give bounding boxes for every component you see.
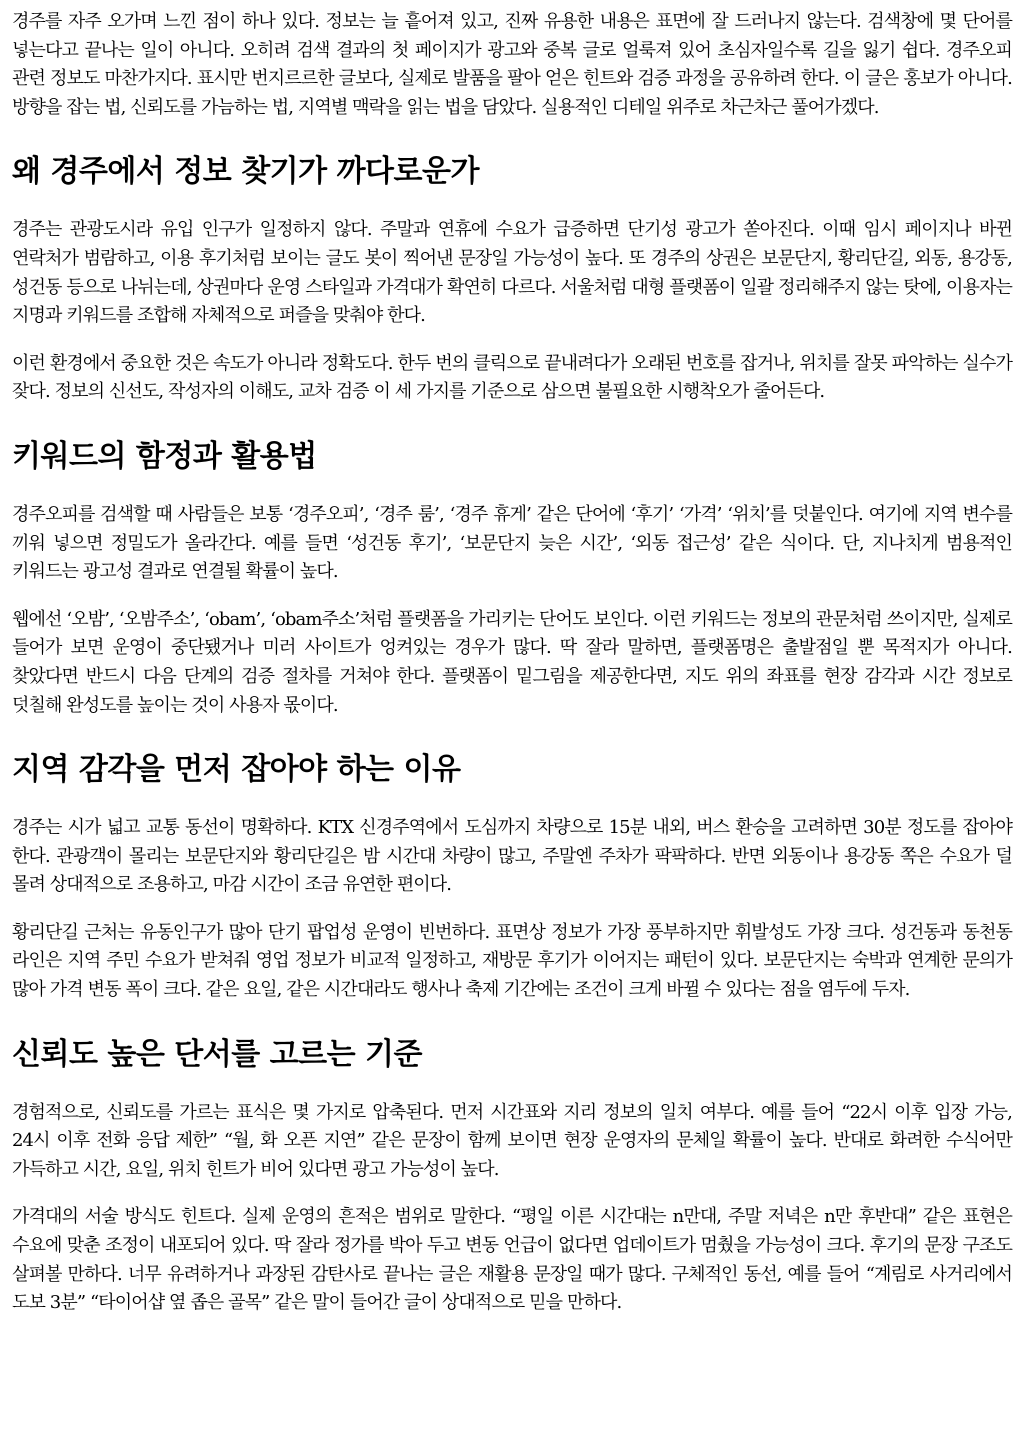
paragraph: 경주오피를 검색할 때 사람들은 보통 ‘경주오피’, ‘경주 룸’, ‘경주 휴게’ 같은 단어에 ‘후기’ ‘가격’ ‘위치’를 덧붙인다. 여기에 지역 변수를 끼워 넣으면 정밀도가 올라간다. 예를 들면 ‘성건동 후기’, ‘보문단지 늦은 시간’, ‘외동 접근성’ 같은 식이다. 단, 지나치게 범용적인 키워드는 광고성 결과로 연결될 확률이 높다. [12,503,1012,583]
paragraph: 경험적으로, 신뢰도를 가르는 표식은 몇 가지로 압축된다. 먼저 시간표와 지리 정보의 일치 여부다. 예를 들어 “22시 이후 입장 가능, 24시 이후 전화 응답 제한” “월, 화 오픈 지연” 같은 문장이 함께 보이면 현장 운영자의 문체일 확률이 높다. 반대로 화려한 수식어만 가득하고 시간, 요일, 위치 힌트가 비어 있다면 광고 가능성이 높다. [12,1101,1012,1180]
section-heading-difficulty: 왜 경주에서 정보 찾기가 까다로운가 [12,154,479,190]
paragraph: 이런 환경에서 중요한 것은 속도가 아니라 정확도다. 한두 번의 클릭으로 끝내려다가 오래된 번호를 잡거나, 위치를 잘못 파악하는 실수가 잦다. 정보의 신선도, 작성자의 이해도, 교차 검증 이 세 가지를 기준으로 삼으면 불필요한 시행착오가 줄어든다. [12,352,1012,403]
intro-paragraph: 경주를 자주 오가며 느낀 점이 하나 있다. 정보는 늘 흩어져 있고, 진짜 유용한 내용은 표면에 잘 드러나지 않는다. 검색창에 몇 단어를 넣는다고 끝나는 일이 아니다. 오히려 검색 결과의 첫 페이지가 광고와 중복 글로 얼룩져 있어 초심자일수록 길을 잃기 쉽다. 경주오피 관련 정보도 마찬가지다. 표시만 번지르르한 글보다, 실제로 발품을 팔아 얻은 힌트와 검증 과정을 공유하려 한다. 이 글은 홍보가 아니다. 방향을 잡는 법, 신뢰도를 가늠하는 법, 지역별 맥락을 읽는 법을 담았다. 실용적인 디테일 위주로 차근차근 풀어가겠다. [12,11,1012,118]
section-heading-reliability: 신뢰도 높은 단서를 고르는 기준 [12,1036,423,1072]
paragraph: 웹에선 ‘오밤’, ‘오밤주소’, ‘obam’, ‘obam주소’처럼 플랫폼을 가리키는 단어도 보인다. 이런 키워드는 정보의 관문처럼 쓰이지만, 실제로 들어가 보면 운영이 중단됐거나 미러 사이트가 엉켜있는 경우가 많다. 딱 잘라 말하면, 플랫폼명은 출발점일 뿐 목적지가 아니다. 찾았다면 반드시 다음 단계의 검증 절차를 거쳐야 한다. 플랫폼이 밑그림을 제공한다면, 지도 위의 좌표를 현장 감각과 시간 정보로 덧칠해 완성도를 높이는 것이 사용자 몫이다. [12,608,1012,716]
paragraph: 가격대의 서술 방식도 힌트다. 실제 운영의 흔적은 범위로 말한다. “평일 이른 시간대는 n만대, 주말 저녁은 n만 후반대” 같은 표현은 수요에 맞춘 조정이 내포되어 있다. 딱 잘라 정가를 박아 두고 변동 언급이 없다면 업데이트가 멈췄을 가능성이 크다. 후기의 문장 구조도 살펴볼 만하다. 너무 유려하거나 과장된 감탄사로 끝나는 글은 재활용 문장일 때가 많다. 구체적인 동선, 예를 들어 “계림로 사거리에서 도보 3분” “타이어샵 옆 좁은 골목” 같은 말이 들어간 글이 상대적으로 믿을 만하다. [12,1206,1012,1314]
paragraph: 황리단길 근처는 유동인구가 많아 단기 팝업성 운영이 빈번하다. 표면상 정보가 가장 풍부하지만 휘발성도 가장 크다. 성건동과 동천동 라인은 지역 주민 수요가 받쳐줘 영업 정보가 비교적 일정하고, 재방문 후기가 이어지는 패턴이 있다. 보문단지는 숙박과 연계한 문의가 많아 가격 변동 폭이 크다. 같은 요일, 같은 시간대라도 행사나 축제 기간에는 조건이 크게 바뀔 수 있다는 점을 염두에 두자. [12,921,1012,1001]
section-heading-region: 지역 감각을 먼저 잡아야 하는 이유 [12,752,461,788]
section-heading-keywords: 키워드의 함정과 활용법 [12,438,317,474]
paragraph: 경주는 시가 넓고 교통 동선이 명확하다. KTX 신경주역에서 도심까지 차량으로 15분 내외, 버스 환승을 고려하면 30분 정도를 잡아야 한다. 관광객이 몰리는 보문단지와 황리단길은 밤 시간대 차량이 많고, 주말엔 주차가 팍팍하다. 반면 외동이나 용강동 쪽은 수요가 덜 몰려 상대적으로 조용하고, 마감 시간이 조금 유연한 편이다. [12,817,1012,896]
paragraph: 경주는 관광도시라 유입 인구가 일정하지 않다. 주말과 연휴에 수요가 급증하면 단기성 광고가 쏟아진다. 이때 임시 페이지나 바뀐 연락처가 범람하고, 이용 후기처럼 보이는 글도 봇이 찍어낸 문장일 가능성이 높다. 또 경주의 상권은 보문단지, 황리단길, 외동, 용강동, 성건동 등으로 나뉘는데, 상권마다 운영 스타일과 가격대가 확연히 다르다. 서울처럼 대형 플랫폼이 일괄 정리해주지 않는 탓에, 이용자는 지명과 키워드를 조합해 자체적으로 퍼즐을 맞춰야 한다. [12,219,1012,327]
